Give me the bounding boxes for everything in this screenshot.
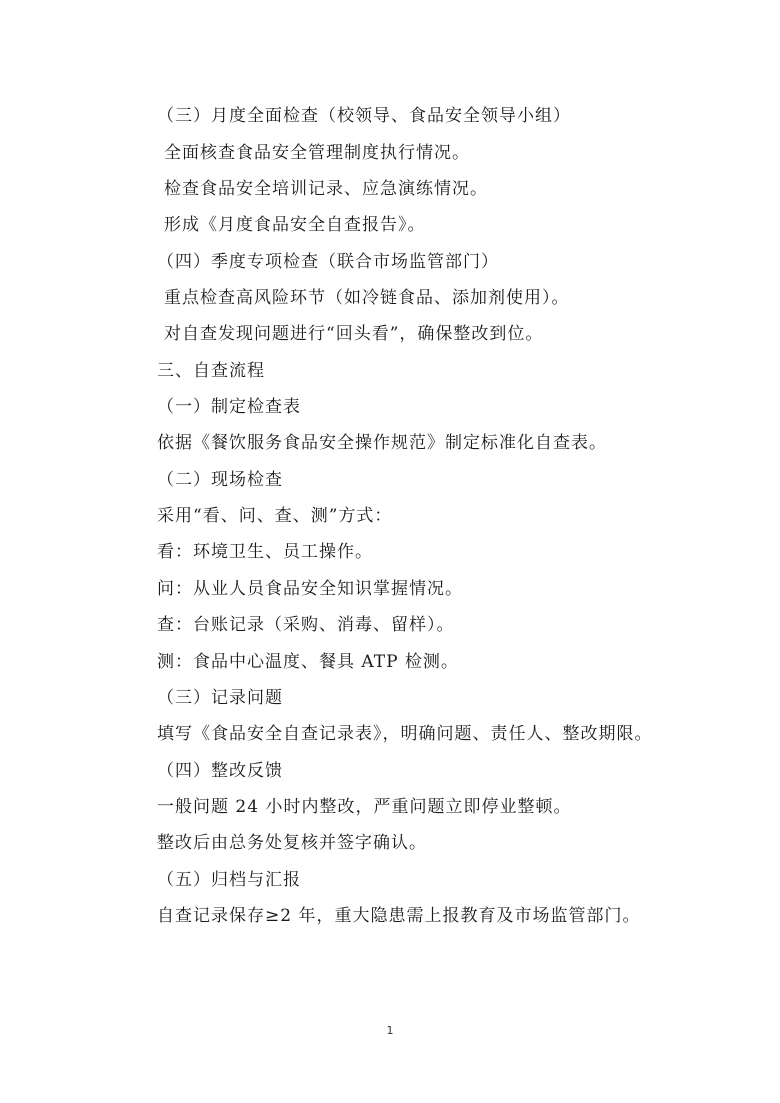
subheading-archive-report: （五）归档与汇报 xyxy=(157,870,301,890)
paragraph-line: 查：台账记录（采购、消毒、留样）。 xyxy=(157,615,455,635)
paragraph-line: 一般问题 24 小时内整改，严重问题立即停业整顿。 xyxy=(157,797,572,817)
paragraph-line: 自查记录保存≥2 年，重大隐患需上报教育及市场监管部门。 xyxy=(157,906,641,926)
paragraph-line: 采用“看、问、查、测”方式： xyxy=(157,506,393,526)
subheading-checklist: （一）制定检查表 xyxy=(157,397,301,417)
paragraph-line: 全面核查食品安全管理制度执行情况。 xyxy=(164,143,470,163)
page-number: 1 xyxy=(386,1024,394,1037)
paragraph-line: 重点检查高风险环节（如冷链食品、添加剂使用）。 xyxy=(164,288,570,308)
subheading-record-issues: （三）记录问题 xyxy=(157,688,283,708)
subheading-monthly-check: （三）月度全面检查（校领导、食品安全领导小组） xyxy=(157,106,571,126)
subheading-onsite-check: （二）现场检查 xyxy=(157,470,283,490)
paragraph-line: 检查食品安全培训记录、应急演练情况。 xyxy=(164,179,488,199)
section-heading-self-check-process: 三、自查流程 xyxy=(157,361,265,381)
paragraph-line: 测：食品中心温度、餐具 ATP 检测。 xyxy=(157,652,459,672)
subheading-rectification: （四）整改反馈 xyxy=(157,761,283,781)
subheading-quarterly-check: （四）季度专项检查（联合市场监管部门） xyxy=(157,252,499,272)
paragraph-line: 看：环境卫生、员工操作。 xyxy=(157,542,373,562)
paragraph-line: 问：从业人员食品安全知识掌握情况。 xyxy=(157,579,463,599)
paragraph-line: 填写《食品安全自查记录表》，明确问题、责任人、整改期限。 xyxy=(157,724,653,744)
paragraph-line: 对自查发现问题进行“回头看”，确保整改到位。 xyxy=(164,324,544,344)
paragraph-line: 依据《餐饮服务食品安全操作规范》制定标准化自查表。 xyxy=(157,433,607,453)
paragraph-line: 整改后由总务处复核并签字确认。 xyxy=(157,833,427,853)
paragraph-line: 形成《月度食品安全自查报告》。 xyxy=(164,215,426,235)
